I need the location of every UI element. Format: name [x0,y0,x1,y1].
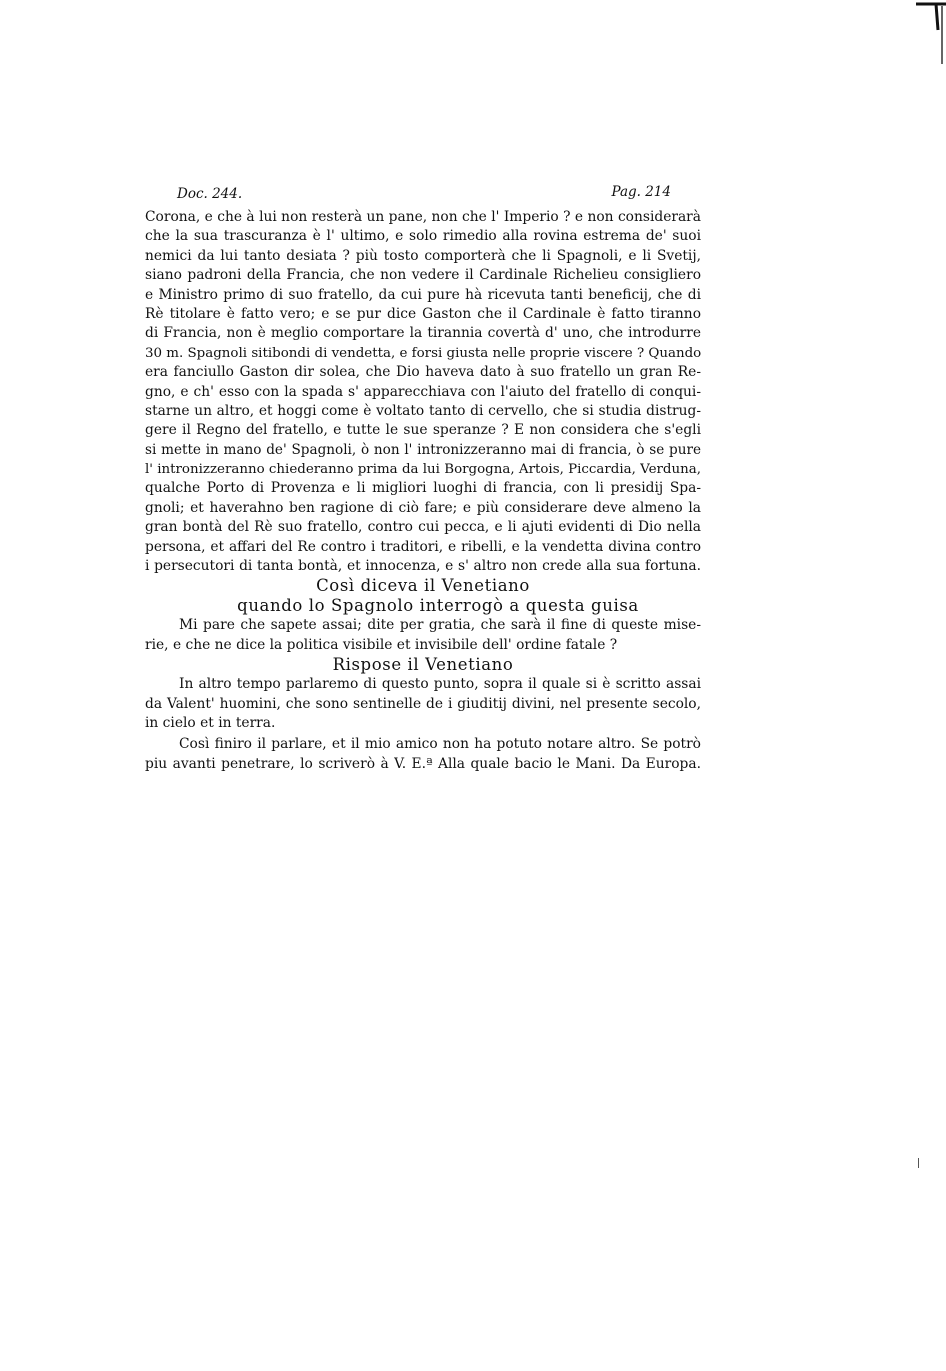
body-line: siano padroni della Francia, che non vedere il Cardinale Richelieu consigliero [145,267,701,284]
body-line: era fanciullo Gaston dir solea, che Dio haveva dato à suo fratello un gran Re- [145,364,701,381]
section-heading-rispose: Rispose il Venetiano [332,655,514,675]
body-line: 30 m. Spagnoli sitibondi di vendetta, e forsi giusta nelle proprie viscere ? Quando [145,345,702,361]
body-line: gran bontà del Rè suo fratello, contro cui pecca, e li ajuti evidenti di Dio nella [145,519,701,536]
body-line: di Francia, non è meglio comportare la tirannia covertà d' uno, che introdurre [145,325,701,342]
body-line: l' intronizzeranno chiederanno prima da lui Borgogna, Artois, Piccardia, Verduna, [145,462,701,478]
question-line: Mi pare che sapete assai; dite per gratia, che sarà il fine di queste mise- [179,617,701,634]
body-line: Corona, e che à lui non resterà un pane, non che l' Imperio ? e non considerarà [145,209,701,225]
closing-line: Così finiro il parlare, et il mio amico non ha potuto notare altro. Se potrò [179,736,701,753]
body-line: Rè titolare è fatto vero; e se pur dice Gaston che il Cardinale è fatto tiranno [145,305,701,322]
body-line: nemici da lui tanto desiata ? più tosto comporterà che li Spagnoli, e li Svetij, [145,247,701,264]
body-line: si mette in mano de' Spagnoli, ò non l' intronizzeranno mai di francia, ò se pure [145,441,701,458]
running-head [145,186,701,208]
edge-tick-mark [918,1158,919,1168]
closing-line: piu avanti penetrare, lo scriverò à V. E.ª Alla quale bacio le Mani. Da Europa. [145,755,701,772]
body-line: che la sua trascuranza è l' ultimo, e solo rimedio alla rovina estrema de' suoi [145,228,701,245]
section-heading-quando-lo-spagnolo: quando lo Spagnolo interrogò a questa guisa [237,596,639,616]
body-paragraph [145,208,701,576]
page-corner-mark [916,0,946,70]
answer-line: in cielo et in terra. [145,714,276,731]
closing-paragraph [145,735,701,774]
question-line: rie, e che ne dice la politica visibile et invisibile dell' ordine fatale ? [145,636,618,653]
body-line: gnoli; et haverahno ben ragione di ciò fare; e più considerare deve almeno la [145,499,701,516]
body-line: gere il Regno del fratello, e tutte le sue speranze ? E non considera che s'egli [145,422,701,439]
body-line: persona, et affari del Re contro i traditori, e ribelli, e la vendetta divina contro [145,538,701,555]
question-paragraph [145,616,701,655]
answer-paragraph [145,675,701,733]
body-line: starne un altro, et hoggi come è voltato tanto di cervello, che si studia distrug- [145,402,701,419]
body-line: qualche Porto di Provenza e li migliori luoghi di francia, con li presidij Spa- [145,480,701,497]
page-number: Pag. 214 [611,184,671,200]
doc-number: Doc. 244. [177,186,243,202]
document-page [145,186,701,774]
answer-line: da Valent' huomini, che sono sentinelle de i giuditij divini, nel presente secolo, [145,695,701,712]
body-line: e Ministro primo di suo fratello, da cui pure hà ricevuta tanti beneficij, che di [145,286,701,303]
body-line: gno, e ch' esso con la spada s' apparecchiava con l'aiuto del fratello di conqui- [145,383,701,400]
answer-line: In altro tempo parlaremo di questo punto, sopra il quale si è scritto assai [179,676,701,693]
body-line: i persecutori di tanta bontà, et innocenza, e s' altro non crede alla sua fortuna. [145,558,701,575]
section-heading-cosi-diceva: Così diceva il Venetiano [316,576,530,596]
